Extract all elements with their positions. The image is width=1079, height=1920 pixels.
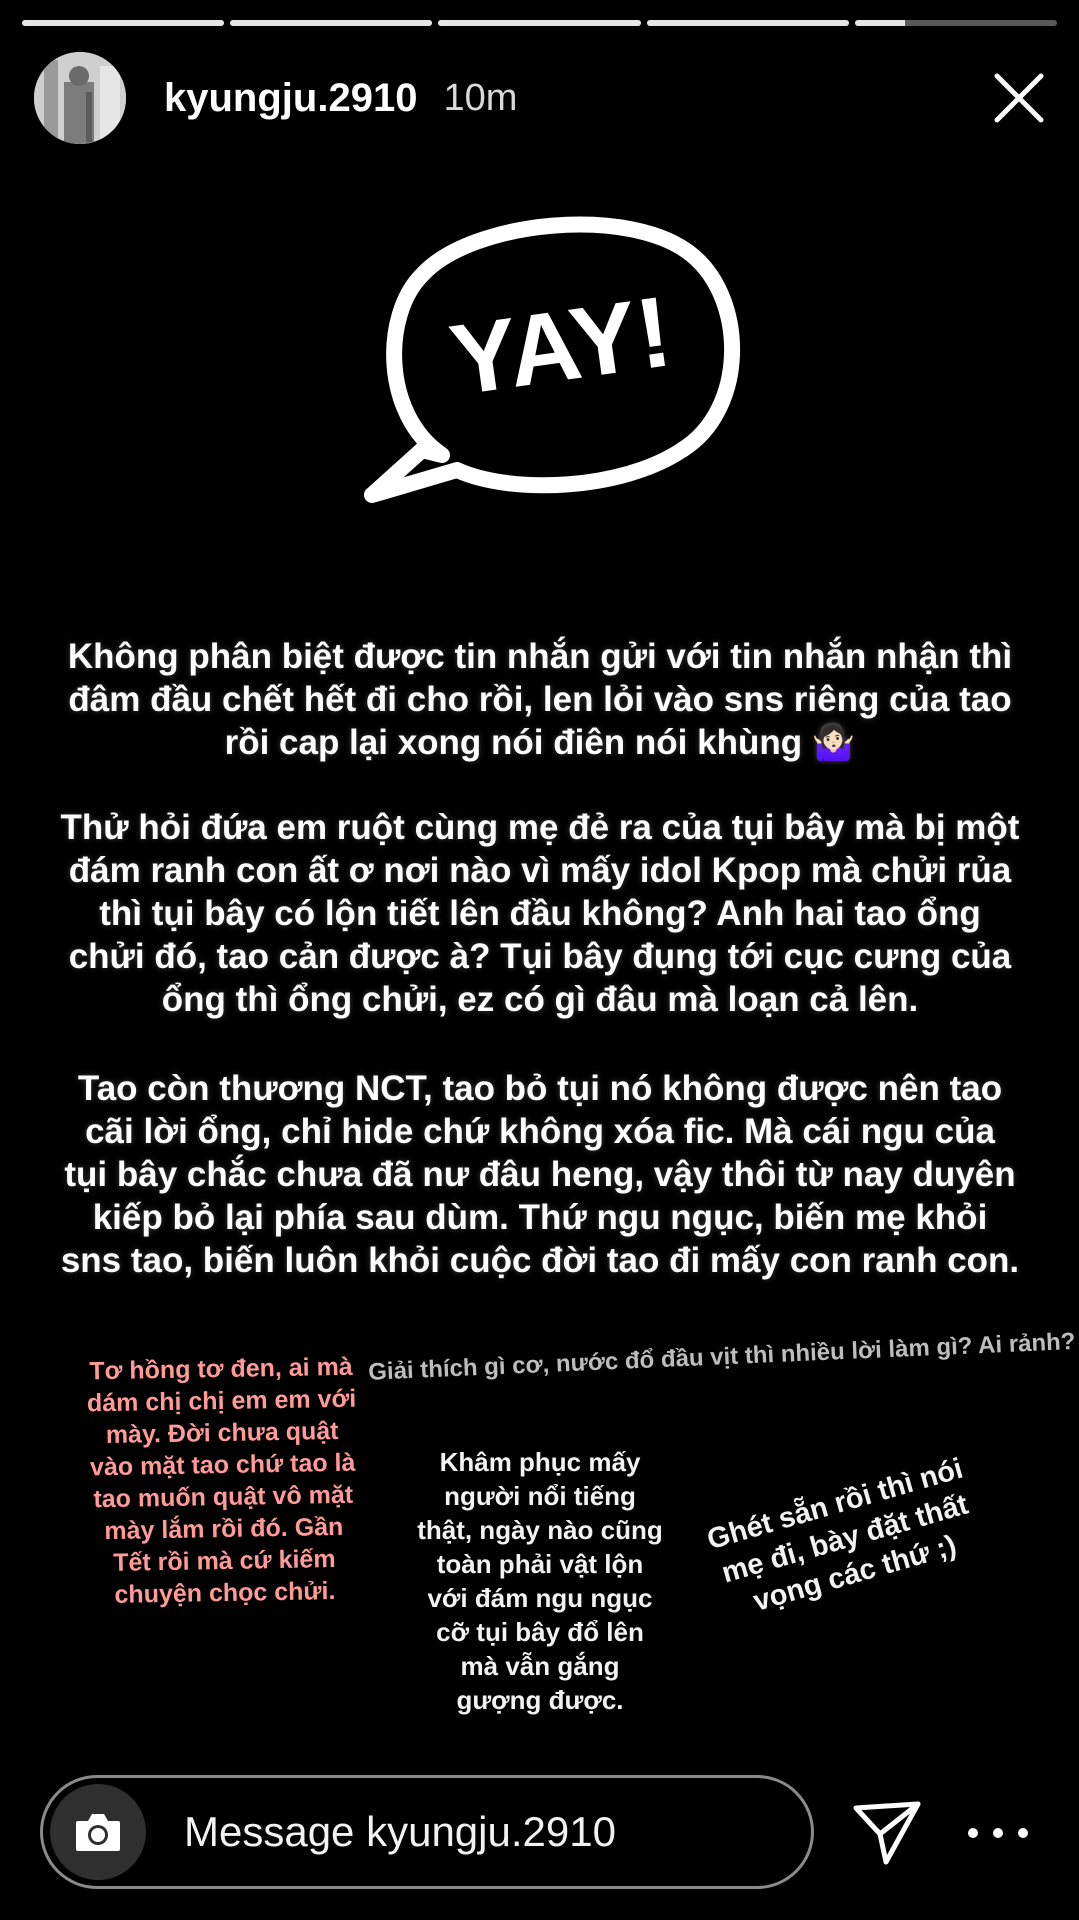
more-icon-dot [1018, 1828, 1028, 1838]
post-time: 10m [443, 76, 518, 119]
progress-segment-3 [438, 20, 640, 26]
post-paragraph-2: Thử hỏi đứa em ruột cùng mẹ đẻ ra của tụi bây mà bị một đám ranh con ất ơ nơi nào vì mấy idol Kpop mà chửi rủa thì tụi bây có lộn tiết lên đầu không? Anh hai tao ổng chửi đó, tao cản được à? Tụi bây đụng tới cục cưng của ổng thì ổng chửi, ez có gì đâu mà loạn cả lên. [60, 808, 1020, 1019]
progress-segment-1 [22, 20, 224, 26]
close-icon [991, 70, 1047, 126]
progress-segment-2 [230, 20, 432, 26]
more-icon [968, 1828, 978, 1838]
story-header [34, 52, 1049, 144]
progress-segment-5 [855, 20, 1057, 26]
paper-plane-icon [852, 1800, 924, 1866]
more-button[interactable] [968, 1815, 1028, 1851]
sticker-text: YAY! [443, 275, 678, 417]
speech-bubble-icon [362, 195, 752, 505]
avatar[interactable] [34, 52, 126, 144]
send-button[interactable] [852, 1800, 924, 1866]
note-white: Khâm phục mấy người nổi tiếng thật, ngày nào cũng toàn phải vật lộn với đám ngu ngục cỡ tụi bây đổ lên mà vẫn gắng gượng được. [417, 1447, 663, 1715]
close-button[interactable] [989, 68, 1049, 128]
profile-photo-icon [34, 52, 126, 144]
camera-button[interactable] [50, 1784, 146, 1880]
note-pink: Tơ hồng tơ đen, ai mà dám chị chị em em với mày. Đời chưa quật vào mặt tao chứ tao là tao muốn quật vô mặt mày lắm rồi đó. Gần Tết rồi mà cứ kiếm chuyện chọc chửi. [86, 1352, 357, 1609]
note-gray: Giải thích gì cơ, nước đổ đầu vịt thì nhiều lời làm gì? Ai rảnh? [367, 1327, 1076, 1386]
message-input[interactable] [182, 1807, 766, 1857]
post-paragraph-1: Không phân biệt được tin nhắn gửi với tin nhắn nhận thì đâm đầu chết hết đi cho rồi, len lỏi vào sns riêng của tao rồi cap lại xong nói điên nói khùng 🤷🏻‍♀️ [67, 637, 1013, 762]
yay-sticker [362, 195, 752, 505]
message-bar [40, 1775, 814, 1889]
camera-icon [74, 1811, 122, 1853]
username[interactable]: kyungju.2910 [164, 75, 418, 120]
note-rotated: Ghét sẵn rồi thì nói mẹ đi, bày đặt thất vọng các thứ ;) [703, 1452, 972, 1618]
story-progress [22, 20, 1057, 26]
progress-segment-4 [647, 20, 849, 26]
more-icon-dot [993, 1828, 1003, 1838]
post-paragraph-3: Tao còn thương NCT, tao bỏ tụi nó không được nên tao cãi lời ổng, chỉ hide chứ không xóa fic. Mà cái ngu của tụi bây chắc chưa đã nư đâu heng, vậy thôi từ nay duyên kiếp bỏ lại phía sau dùm. Thứ ngu ngục, biến mẹ khỏi sns tao, biến luôn khỏi cuộc đời tao đi mấy con ranh con. [60, 1069, 1020, 1280]
